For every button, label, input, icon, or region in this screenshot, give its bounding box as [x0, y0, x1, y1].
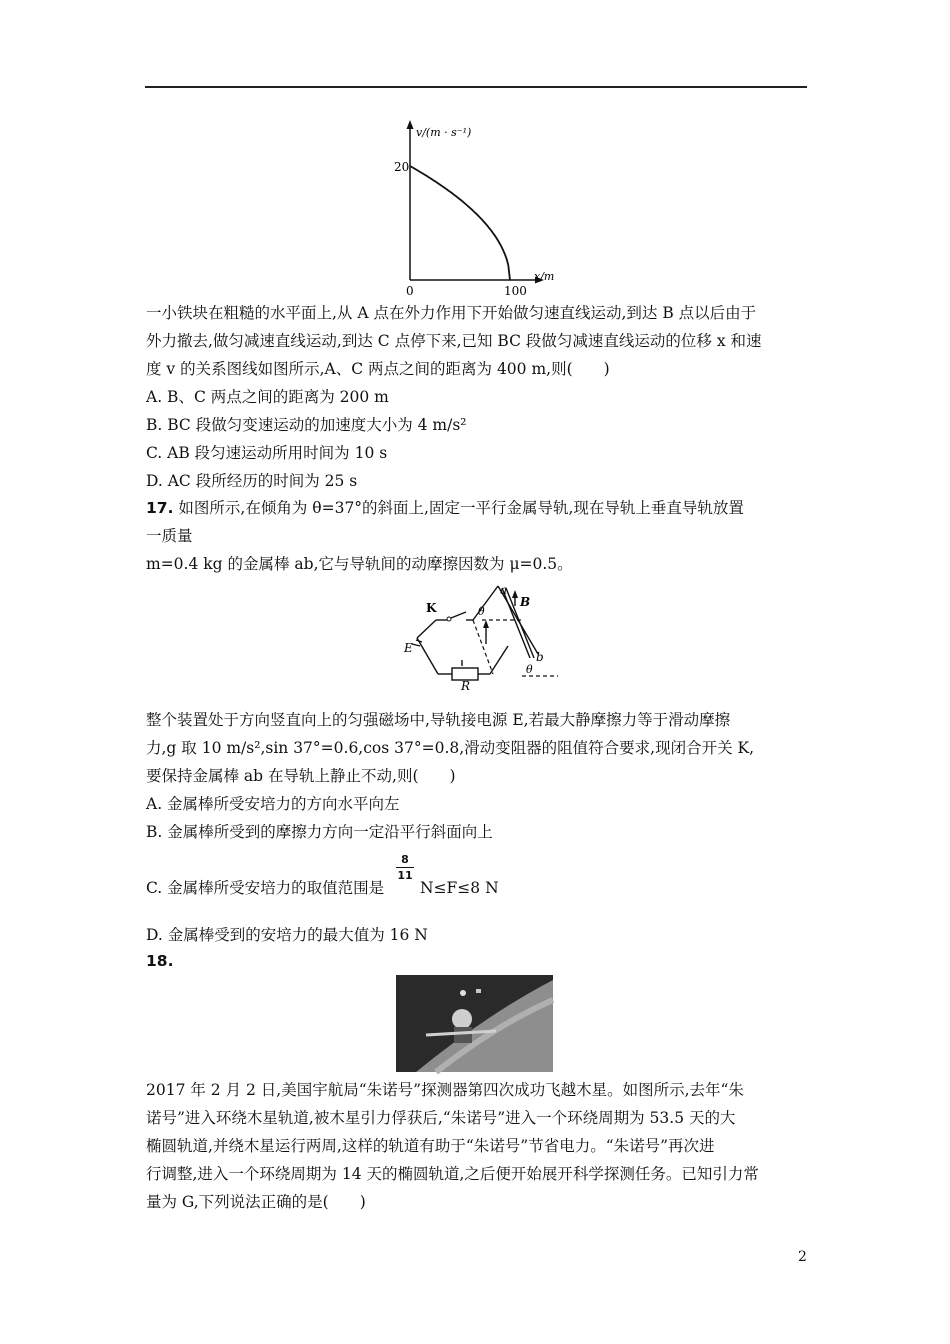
fraction-8-over-11 [396, 853, 414, 882]
q16-option-a: A. B、C 两点之间的距离为 200 m [146, 388, 389, 406]
q17-option-d: D. 金属棒受到的安培力的最大值为 16 N [146, 926, 428, 944]
origin-label: 0 [406, 284, 414, 298]
q17-stem2-line-2: 力,g 取 10 m/s²,sin 37°=0.6,cos 37°=0.8,滑动变阻器的阻值符合要求,现闭合开关 K, [146, 739, 755, 757]
y-tick-label: 20 [394, 160, 410, 174]
q16-stem-line-1: 一小铁块在粗糙的水平面上,从 A 点在外力作用下开始做匀速直线运动,到达 B 点以后由于 [146, 304, 757, 322]
y-axis-arrow [407, 120, 414, 129]
header-rule [145, 86, 807, 88]
fraction-denominator: 11 [397, 869, 413, 882]
q18-stem-line-4: 行调整,进入一个环绕周期为 14 天的椭圆轨道,之后便开始展开科学探测任务。已知引力常 [146, 1165, 759, 1183]
x-axis-label: x/m [534, 270, 555, 283]
rod-end-b-label: b [536, 650, 544, 664]
q17-option-b: B. 金属棒所受到的摩擦力方向一定沿平行斜面向上 [146, 823, 493, 841]
rod-end-a-label: a [500, 583, 508, 597]
q17-stem2-line-3: 要保持金属棒 ab 在导轨上静止不动,则( ) [146, 767, 456, 785]
angle-label-top: θ [478, 605, 485, 618]
q16-option-b: B. BC 段做匀变速运动的加速度大小为 4 m/s² [146, 416, 467, 434]
angle-label-bottom: θ [526, 663, 533, 676]
q17-stem-line-1 [146, 498, 744, 518]
x-tick-label: 100 [504, 284, 527, 298]
switch-label: K [426, 601, 437, 615]
q16-option-d: D. AC 段所经历的时间为 25 s [146, 472, 358, 490]
q17-stem2-line-1: 整个装置处于方向竖直向上的匀强磁场中,导轨接电源 E,若最大静摩擦力等于滑动摩擦 [146, 711, 731, 729]
q17-stem-line-2: 一质量 [146, 527, 193, 545]
q16-stem-line-2: 外力撤去,做匀减速直线运动,到达 C 点停下来,已知 BC 段做匀减速直线运动的位移 x 和速 [146, 332, 762, 350]
q17-option-c-prefix: C. 金属棒所受安培力的取值范围是 [146, 879, 385, 897]
q18-stem-line-5: 量为 G,下列说法正确的是( ) [146, 1193, 366, 1211]
page-number: 2 [798, 1249, 807, 1265]
rail-circuit-diagram [398, 584, 558, 692]
q18-stem-line-1: 2017 年 2 月 2 日,美国宇航局“朱诺号”探测器第四次成功飞越木星。如图所示,去年“朱 [146, 1081, 744, 1099]
q18-stem-line-2: 诺号”进入环绕木星轨道,被木星引力俘获后,“朱诺号”进入一个环绕周期为 53.5 天的大 [146, 1109, 736, 1127]
y-axis-label: v/(m · s⁻¹) [416, 126, 472, 139]
q18-stem-line-3: 椭圆轨道,并绕木星运行两周,这样的轨道有助于“朱诺号”节省电力。“朱诺号”再次进 [146, 1137, 715, 1155]
juno-jupiter-photo [396, 975, 553, 1072]
q17-option-c-suffix: N≤F≤8 N [420, 879, 499, 897]
field-label: B [520, 595, 531, 609]
v-x-curve [410, 166, 510, 280]
q17-number: 17. [146, 499, 174, 517]
source-label: E [404, 641, 413, 655]
q16-option-c: C. AB 段匀速运动所用时间为 10 s [146, 444, 388, 462]
q17-option-a: A. 金属棒所受安培力的方向水平向左 [146, 795, 400, 813]
q18-number: 18. [146, 952, 174, 970]
fraction-numerator: 8 [401, 853, 409, 866]
velocity-displacement-graph [380, 118, 580, 298]
resistor-label: R [461, 679, 471, 693]
q17-stem-text-1: 如图所示,在倾角为 θ=37°的斜面上,固定一平行金属导轨,现在导轨上垂直导轨放置 [178, 499, 744, 517]
q17-stem-line-3: m=0.4 kg 的金属棒 ab,它与导轨间的动摩擦因数为 μ=0.5。 [146, 555, 573, 573]
q16-stem-line-3: 度 v 的关系图线如图所示,A、C 两点之间的距离为 400 m,则( ) [146, 360, 610, 378]
